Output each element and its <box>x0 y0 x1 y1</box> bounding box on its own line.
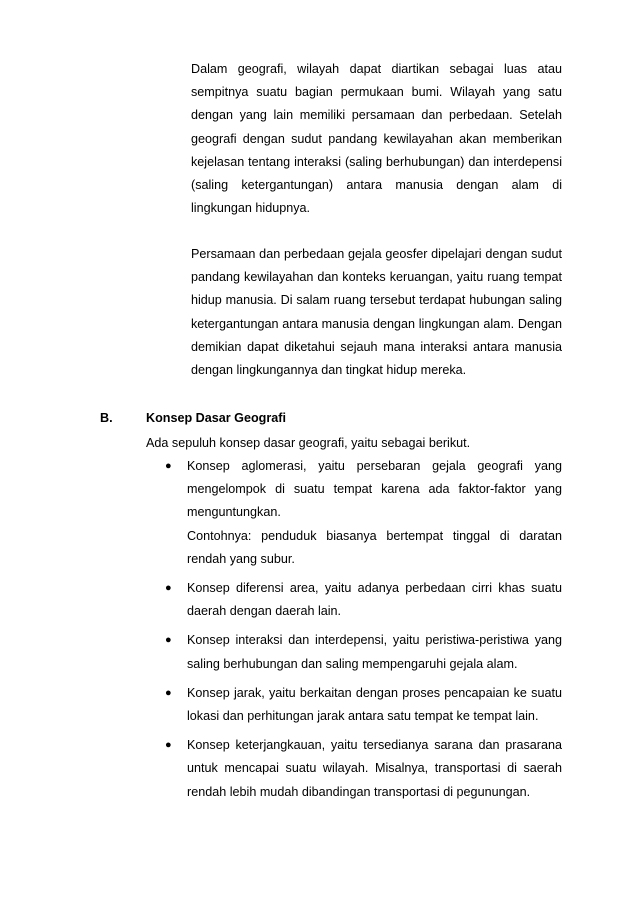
list-item-text: Konsep jarak, yaitu berkaitan dengan proses pencapaian ke suatu lokasi dan perhitungan jarak antara satu tempat ke tempat lain. <box>187 685 562 724</box>
section-intro: Ada sepuluh konsep dasar geografi, yaitu sebagai berikut. <box>146 436 471 450</box>
section-number: B. <box>100 411 113 425</box>
list-item-aglomerasi <box>160 455 562 571</box>
list-item-diferensi-area <box>160 577 562 623</box>
section-title: Konsep Dasar Geografi <box>146 411 286 425</box>
list-item-jarak <box>160 682 562 728</box>
list-item-interaksi <box>160 629 562 675</box>
list-item-text: Konsep aglomerasi, yaitu persebaran gejala geografi yang mengelompok di suatu tempat karena ada faktor-faktor yang menguntungkan. <box>187 459 562 520</box>
list-item-text: Konsep interaksi dan interdepensi, yaitu peristiwa-peristiwa yang saling berhubungan dan saling mempengaruhi gejala alam. <box>187 633 562 671</box>
bullet-icon: ● <box>165 634 172 647</box>
list-item-text: Konsep diferensi area, yaitu adanya perbedaan cirri khas suatu daerah dengan daerah lain. <box>187 581 562 619</box>
bullet-icon: ● <box>165 460 172 472</box>
list-item-example: Contohnya: penduduk biasanya bertempat tinggal di daratan rendah yang subur. <box>187 528 562 566</box>
list-item-text: Konsep keterjangkauan, yaitu tersedianya sarana dan prasarana untuk mencapai suatu wilayah. Misalnya, transportasi di saerah rendah lebih mudah dibandingan transportasi di pegunungan. <box>187 738 562 799</box>
bullet-icon: ● <box>165 582 172 595</box>
concept-list <box>160 455 562 810</box>
list-item-keterjangkauan <box>160 734 562 804</box>
bullet-icon: ● <box>165 686 172 699</box>
bullet-icon: ● <box>165 739 172 752</box>
paragraph-persamaan-perbedaan: Persamaan dan perbedaan gejala geosfer dipelajari dengan sudut pandang kewilayahan dan konteks keruangan, yaitu ruang tempat hidup manusia. Di salam ruang tersebut terdapat hubungan saling ketergantungan antara manusia dengan lingkungan alam. Dengan demikian dapat diketahui sejauh mana interaksi antara manusia dengan lingkungannya dan tingkat hidup mereka. <box>191 247 562 378</box>
paragraph-wilayah: Dalam geografi, wilayah dapat diartikan sebagai luas atau sempitnya suatu bagian permukaan bumi. Wilayah yang satu dengan yang lain memiliki persamaan dan perbedaan. Setelah geografi dengan sudut pandang kewilayahan akan memberikan kejelasan tentang interaksi (saling berhubungan) dan interdepensi (saling ketergantungan) antara manusia dengan alam di lingkungan hidupnya. <box>191 62 562 216</box>
